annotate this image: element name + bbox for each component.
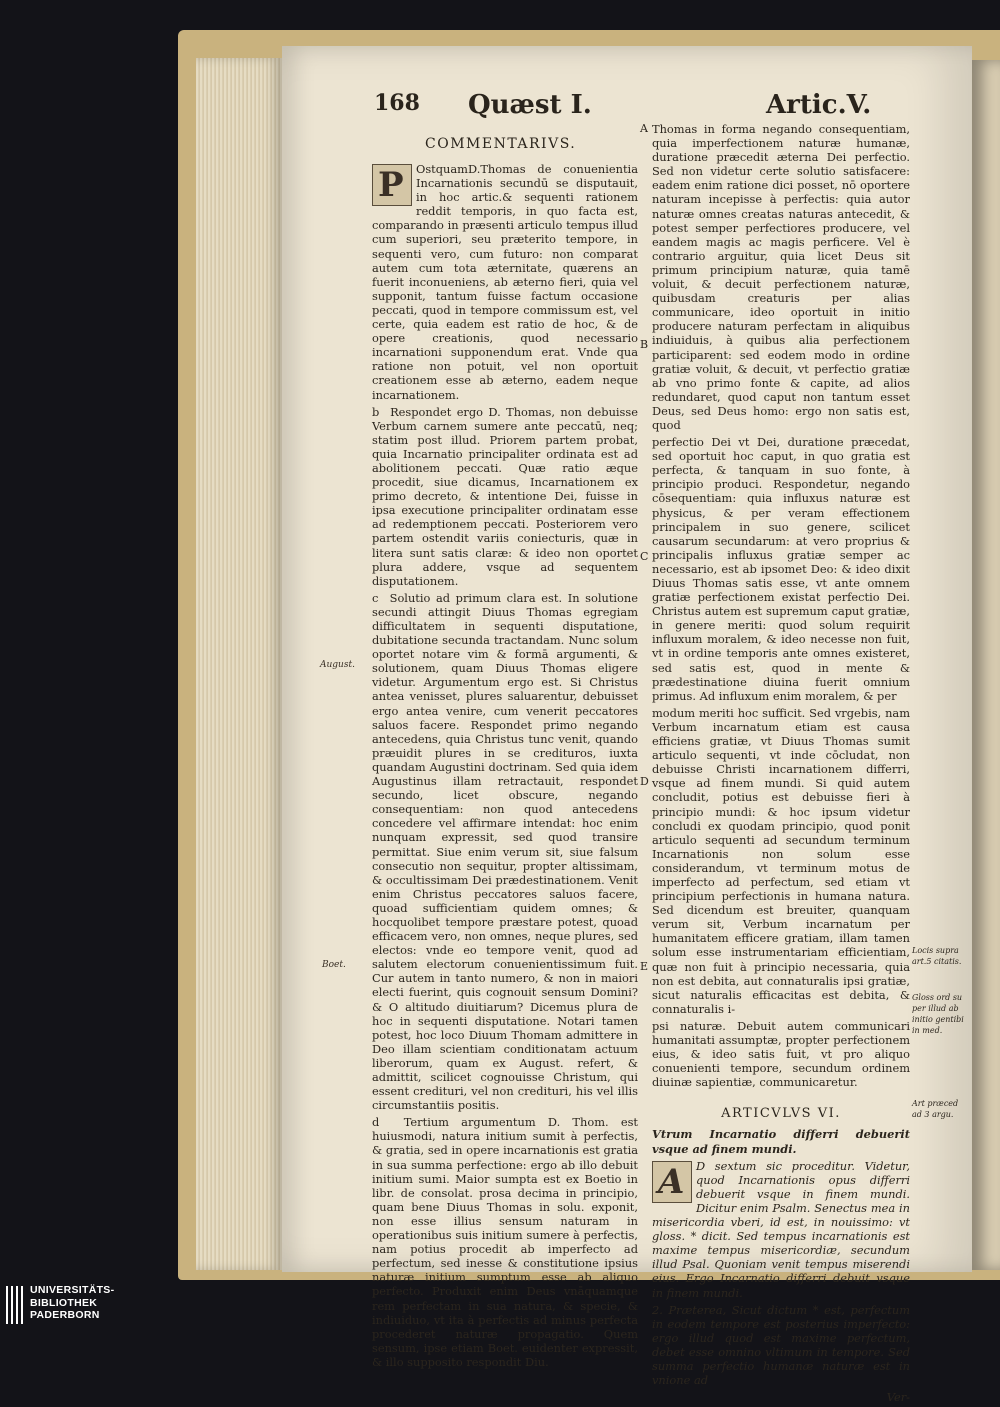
drop-cap: A xyxy=(652,1161,692,1203)
paragraph-A: Thomas in forma negando consequentiam, quia imperfectionem naturæ humanæ, duratione præcedit æterna Dei perfectio. Sed non videtur certe solutio satisfacere: eadem enim ratione dici posset, nō oportere naturam incepisse à perfectis: quia autor naturæ omnes creatas naturas antecedit, & potest semper perfectiores producere, vel eandem magis ac magis perficere. Vel è contrario arguitur, quia licet Deus sit primum principium naturæ, quia tamē voluit, & decuit perfectionem naturæ, quibusdam creaturis per alias communicare, ideo oportuit in initio producere naturam perfectam in aliquibus indiuiduis, à quibus alia perfectionem participarent: sed eodem modo in ordine gratiæ voluit, & decuit, vt perfectio gratiæ ab vno primo fonte & capite, ad alios redundaret, quod caput non tantum esset Deus, sed Deus homo: ergo non satis est, quod xyxy=(652,122,910,432)
paragraph-letter: b xyxy=(372,404,380,419)
margin-note-loc: Locis supra art.5 citatis. xyxy=(912,946,962,966)
paragraph-letter: c xyxy=(372,590,379,605)
commentary-title: COMMENTARIVS. xyxy=(425,136,577,152)
drop-cap: P xyxy=(372,164,412,206)
articulus-title: ARTICVLVS VI. xyxy=(721,1106,841,1122)
paragraph-letter: d xyxy=(372,1115,380,1130)
page-number: 168 xyxy=(374,90,420,116)
library-name: UNIVERSITÄTS- BIBLIOTHEK PADERBORN xyxy=(30,1284,115,1321)
article-question: Vtrum Incarnatio differri debuerit vsque ad finem mundi. xyxy=(652,1127,910,1156)
margin-note-gloss: Gloss ord su per illud ab initio gentibi in med. xyxy=(912,993,964,1035)
section-letter-E: E xyxy=(640,960,649,973)
left-column xyxy=(372,162,638,1372)
paragraph-c: c Solutio ad primum clara est. In solutione secundi attingit Diuus Thomas egregiam difficultatem in sequenti disputatione, dubitatione secunda tractandam. Nunc solum oportet notare vim & formā argumenti, & solutionem, quam Diuus Thomas eligere videtur. Argumentum ergo est. Si Christus antea venisset, plures saluarentur, debuisset ergo antea venire, cum venerit peccatores saluos facere. Respondet primo negando antecedens, quia Christus tunc venit, quando præuidit plures in se credituros, iuxta quandam Augustini doctrinam. Sed quia idem Augustinus illam retractauit, respondet secundo, licet obscure, negando consequentiam: non quod antecedens concedere vel affirmare intendat: hoc enim nunquam expressit, sed quod transire permittat. Siue enim verum sit, siue falsum consecutio non sequitur, propter altissimam, & occultissimam Dei prædestinationem. Venit enim Christus peccatores saluos facere, quoad sufficientiam quidem omnes; & hocquolibet tempore præstare potest, quoad efficacem vero, non omnes, neque plures, sed electos: vnde eo tempore venit, quod ad salutem electorum conuenientissimum fuit. Cur autem in tanto numero, & non in maiori electi fuerint, quis cognouit sensum Domini? & O altitudo diuitiarum? Dicemus plura de hoc in sequenti disputatione. Notari tamen potest, hoc loco Diuum Thomam admittere in Deo illam scientiam conditionatam actuum liberorum, quam ex August. refert, & admittit, scilicet cognouisse Christum, qui essent credituri, vel non credituri, his vel illis circumstantiis positis. xyxy=(372,590,638,1113)
article-objection-1: A D sextum sic proceditur. Videtur, quod Incarnationis opus differri debuerit vsque in finem mundi. Dicitur enim Psalm. Senectus mea in misericordia vberi, id est, in nouissimo: vt gloss. * dicit. Sed tempus incarnationis est maxime tempus misericordiæ, secundum illud Psal. Quoniam venit tempus miserendi eius. Ergo Incarnatio differri debuit vsque in finem mundi. xyxy=(652,1158,910,1300)
catchword: Ver- xyxy=(886,1390,910,1405)
section-letter-D: D xyxy=(640,775,649,788)
running-head-quaestio: Quæst I. xyxy=(468,90,592,120)
margin-note-august: August. xyxy=(320,660,355,670)
paragraph-C: modum meriti hoc sufficit. Sed vrgebis, nam Verbum incarnatum etiam est causa efficiens gratiæ, vt Diuus Thomas sumit articulo sequenti, vt inde cōcludat, non debuisse Christi incarnationem differri, vsque ad finem mundi. Si quid autem concludit, potius est debuisse fieri à principio mundi: & hoc ipsum videtur concludi ex quodam principio, quod ponit articulo sequenti ad secundum terminum Incarnationis non solum esse considerandum, vt terminum motus de imperfecto ad perfectum, sed etiam vt principium perfectionis in humana natura. Sed dicendum est breuiter, quanquam verum sit, Verbum incarnatum per humanitatem efficere gratiam, illam tamen solum esse instrumentariam efficientiam, quæ non fuit à principio necessaria, quia non est debita, aut connaturalis ipsi gratiæ, sicut naturalis efficacitas est debita, & connaturalis i- xyxy=(652,705,910,1016)
library-logo xyxy=(6,1283,126,1327)
facing-page-edge xyxy=(972,60,1000,1270)
section-letter-C: C xyxy=(640,550,649,563)
paragraph-b: b Respondet ergo D. Thomas, non debuisse Verbum carnem sumere ante peccatū, neq; statim post illud. Priorem partem probat, quia Incarnatio principaliter ordinata est ad abolitionem peccati. Quæ ratio æque procedit, siue dicamus, Incarnationem ex primo decreto, & intentione Dei, fuisse in ipsa executione principaliter ordinatam esse ad redemptionem peccati. Posteriorem vero partem ostendit variis coniecturis, quæ in litera sunt satis claræ: & ideo non oportet plura addere, vsque ad sequentem disputationem. xyxy=(372,404,638,588)
article-objection-2: 2. Præterea, Sicut dictum * est, perfectum in eodem tempore est posterius imperfecto: ergo illud quod est maxime perfectum, debet esse omnino vltimum in tempore. Sed summa perfectio humanæ naturæ est in vnione ad xyxy=(652,1302,910,1388)
right-column xyxy=(652,122,910,1407)
logo-bars-icon xyxy=(6,1286,26,1324)
section-letter-B: B xyxy=(640,338,649,351)
running-head-articulus: Artic.V. xyxy=(766,90,872,120)
section-letter-A: A xyxy=(640,122,648,135)
page-edges xyxy=(196,58,282,1270)
margin-note-boet: Boet. xyxy=(322,960,346,970)
paragraph-a: P OstquamD.Thomas de conuenientia Incarnationis secundū se disputauit, in hoc artic.& sequenti rationem reddit temporis, in quo facta est, comparando in præsenti articulo tempus illud cum superiori, seu præterito tempore, in sequenti vero, cum futuro: non comparat autem cum tota æternitate, quærens an fuerit inconueniens, ab æterno fieri, quia vel supponit, tantum fuisse factum occasione peccati, quod in tempore commissum est, vel certe, quia eadem est ratio de hoc, & de opere creationis, quod necessario incarnationi supponendum erat. Vnde qua ratione non potuit, vel non oportuit creationem esse ab æterno, eadem neque incarnationem. xyxy=(372,162,638,402)
paragraph-B: perfectio Dei vt Dei, duratione præcedat, sed oportuit hoc caput, in quo gratia est perfecta, & tanquam in suo fonte, à principio produci. Respondetur, negando cōsequentiam: quia influxus naturæ est physicus, & per veram effectionem principalem in suo genere, scilicet causarum secundarum: at vero proprius & principalis influxus gratiæ semper ac necessario, est ab ipsomet Deo: & ideo dixit Diuus Thomas satis esse, vt ante omnem gratiæ perfectionem existat perfectio Dei. Christus autem est supremum caput gratiæ, in genere meriti: quod solum requirit influxum moralem, & ideo necesse non fuit, vt in ordine temporis ante omnes existeret, sed satis est, quod in mente & prædestinatione diuina fuerit omnium primus. Ad influxum enim moralem, & per xyxy=(652,435,910,703)
paragraph-D: psi naturæ. Debuit autem communicari humanitati assumptæ, propter perfectionem eius, & ideo satis fuit, vt pro aliquo conuenienti tempore, secundum ordinem diuinæ sapientiæ, communicaretur. xyxy=(652,1018,910,1090)
margin-note-art: Art præced ad 3 argu. xyxy=(912,1099,959,1119)
paragraph-d: d Tertium argumentum D. Thom. est huiusmodi, natura initium sumit à perfectis, & gratia, sed in opere incarnationis est gratia in sua summa perfectione: ergo ab illo debuit initium sumi. Maior sumpta est ex Boetio in libr. de consolat. prosa decima in principio, quam bene Diuus Thomas in solu. exponit, non esse illius sensum naturam in operationibus suis initium sumere à perfectis, nam potius procedit ab imperfecto ad perfectum, sed inesse & constitutione ipsius naturæ initium sumptum esse ab aliquo perfecto. Produxit enim Deus vnāquamque rem perfectam in sua natura, & specie, & indiuiduo, vt ita à perfectis ad minus perfecta procederet naturæ propagatio. Quem sensum, ipse etiam Boet. euidenter expressit, & illo supposito respondit Diu. xyxy=(372,1115,638,1369)
